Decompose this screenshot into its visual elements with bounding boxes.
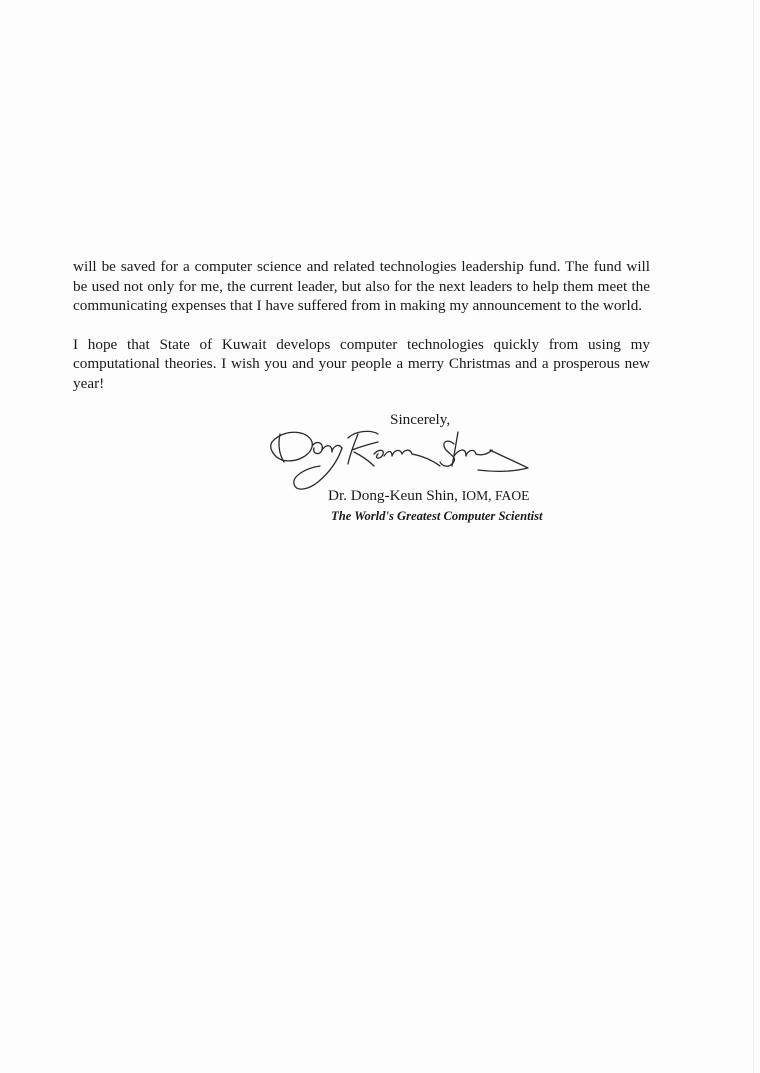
signer-credentials: IOM, FAOE	[461, 488, 530, 503]
signer-name: Dr. Dong-Keun Shin,	[328, 487, 458, 504]
closing: Sincerely,	[390, 411, 451, 428]
page-edge	[753, 0, 754, 1073]
signer-name-line	[328, 486, 529, 506]
signer-title: The World's Greatest Computer Scientist	[331, 509, 543, 523]
letter-body	[73, 257, 650, 394]
paragraph-wishes: I hope that State of Kuwait develops computer technologies quickly from using my computational theories. I wish you and your people a merry Christmas and a prosperous new year!	[73, 335, 650, 392]
paragraph-fund: will be saved for a computer science and related technologies leadership fund. The fund will be used not only for me, the current leader, but also for the next leaders to help them meet the communicating expenses that I have suffered from in making my announcement to the world.	[73, 258, 650, 315]
handwritten-signature	[262, 420, 537, 495]
